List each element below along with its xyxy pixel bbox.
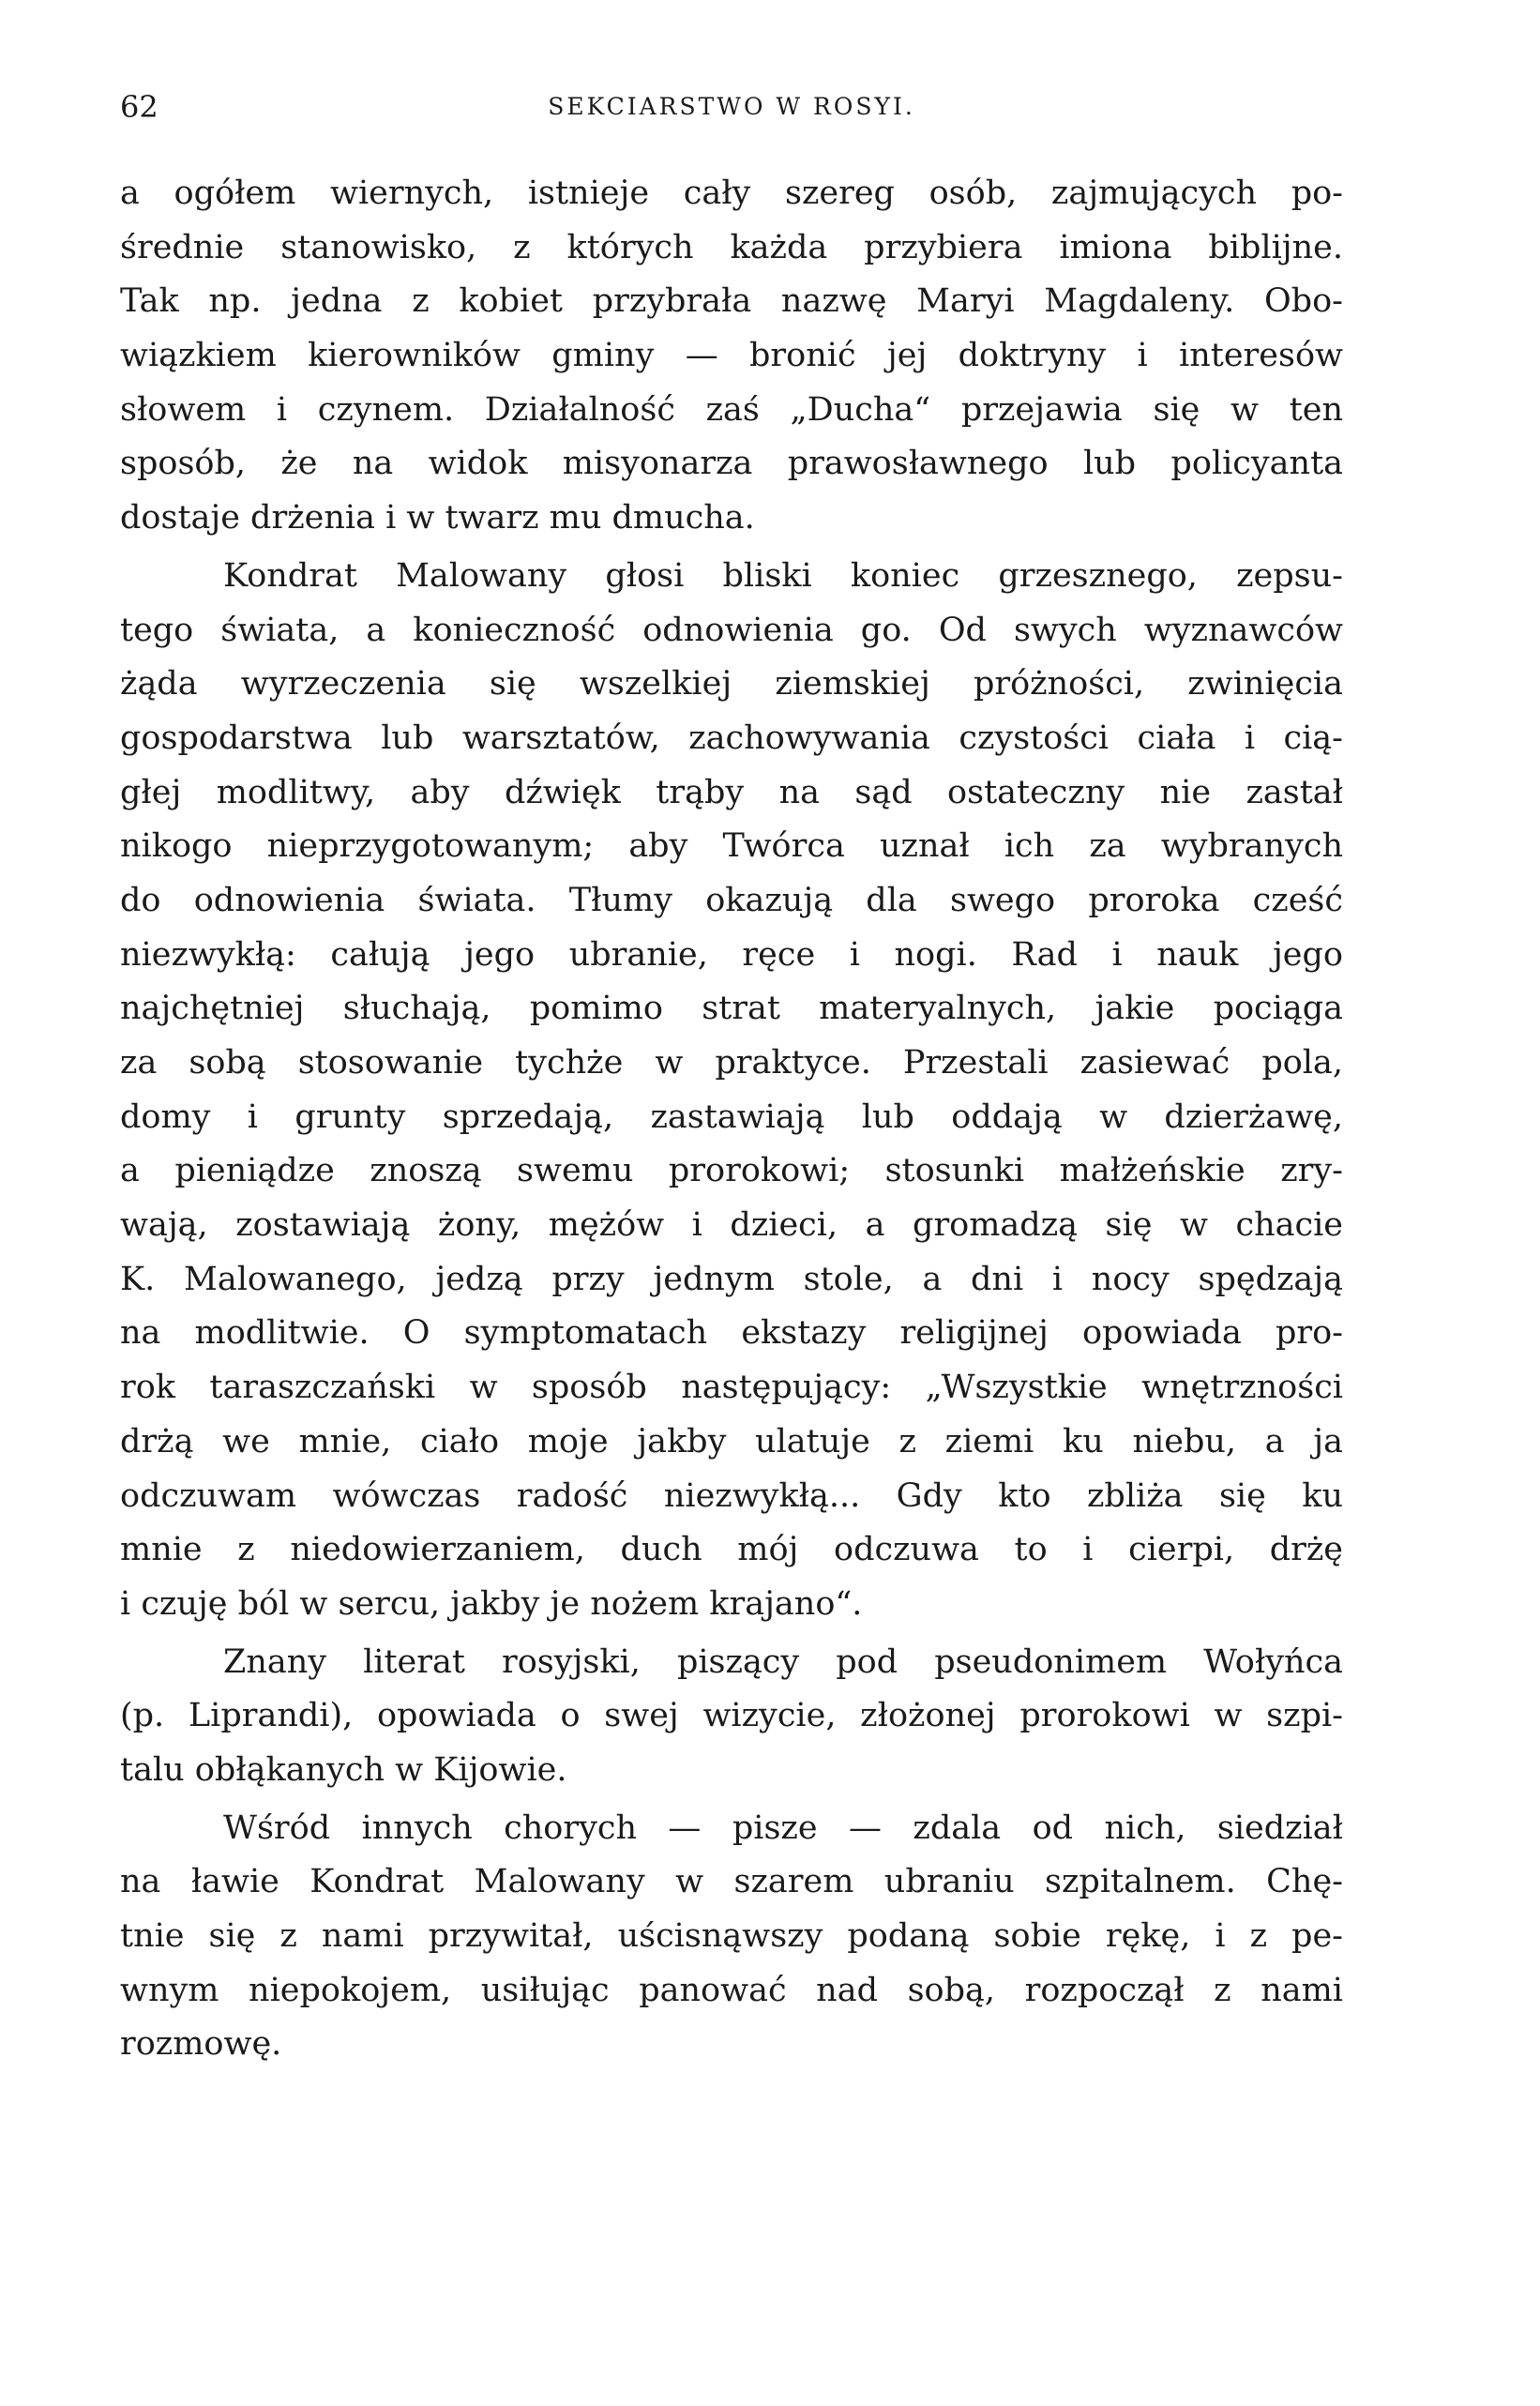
body-text [120, 167, 1343, 2072]
text-line: słowem i czynem. Działalność zaś „Ducha“ przejawia się w ten [120, 390, 1343, 429]
text-line: Wśród innych chorych — pisze — zdala od nich, siedział [223, 1808, 1343, 1847]
text-line: Tak np. jedna z kobiet przybrała nazwę Maryi Magdaleny. Obo- [120, 282, 1343, 321]
text-line: odczuwam wówczas radość niezwykłą... Gdy kto zbliża się ku [120, 1476, 1343, 1515]
text-line: domy i grunty sprzedają, zastawiają lub oddają w dzierżawę, [120, 1097, 1343, 1136]
paragraph [120, 1802, 1343, 2072]
running-title: SEKCIARSTWO W ROSYI. [548, 93, 915, 120]
text-line: nikogo nieprzygotowanym; aby Twórca uznał ich za wybranych [120, 827, 1343, 866]
text-line: wiązkiem kierowników gminy — bronić jej doktryny i interesów [120, 337, 1343, 375]
text-line: głej modlitwy, aby dźwięk trąby na sąd ostateczny nie zastał [120, 773, 1343, 811]
text-line: tego świata, a konieczność odnowienia go. Od swych wyznawców [120, 611, 1343, 649]
text-line: drżą we mnie, ciało moje jakby ulatuje z ziemi ku niebu, a ja [120, 1422, 1343, 1460]
text-line: na ławie Kondrat Malowany w szarem ubraniu szpitalnem. Chę- [120, 1863, 1343, 1901]
text-line: niezwykłą: całują jego ubranie, ręce i nogi. Rad i nauk jego [120, 935, 1343, 974]
text-line: (p. Liprandi), opowiada o swej wizycie, złożonej prorokowi w szpi- [120, 1697, 1343, 1735]
text-line: i czuję ból w sercu, jakby je nożem krajano“. [120, 1584, 863, 1623]
text-line: Kondrat Malowany głosi bliski koniec grzesznego, zepsu- [223, 556, 1343, 595]
text-line: dostaje drżenia i w twarz mu dmucha. [120, 499, 755, 537]
text-line: gospodarstwa lub warsztatów, zachowywania czystości ciała i cią- [120, 719, 1343, 757]
text-line: K. Malowanego, jedzą przy jednym stole, a dni i nocy spędzają [120, 1260, 1343, 1298]
text-line: najchętniej słuchają, pomimo strat materyalnych, jakie pociąga [120, 990, 1343, 1028]
text-line: do odnowienia świata. Tłumy okazują dla swego proroka cześć [120, 881, 1343, 919]
text-line: a ogółem wiernych, istnieje cały szereg osób, zajmujących po- [120, 174, 1343, 212]
page-header [120, 88, 1343, 126]
text-line: sposób, że na widok misyonarza prawosławnego lub policyanta [120, 445, 1343, 483]
paragraph [120, 1636, 1343, 1798]
text-line: mnie z niedowierzaniem, duch mój odczuwa to i cierpi, drżę [120, 1531, 1343, 1569]
text-line: żąda wyrzeczenia się wszelkiej ziemskiej próżności, zwinięcia [120, 665, 1343, 704]
text-line: rok taraszczański w sposób następujący: „Wszystkie wnętrzności [120, 1369, 1343, 1407]
text-line: wają, zostawiają żony, mężów i dzieci, a gromadzą się w chacie [120, 1206, 1343, 1245]
text-line: Znany literat rosyjski, piszący pod pseudonimem Wołyńca [223, 1642, 1343, 1681]
paragraph [120, 167, 1343, 546]
paragraph [120, 550, 1343, 1632]
text-line: wnym niepokojem, usiłując panować nad sobą, rozpoczął z nami [120, 1971, 1343, 2009]
text-line: tnie się z nami przywitał, uścisnąwszy podaną sobie rękę, i z pe- [120, 1917, 1343, 1955]
text-line: talu obłąkanych w Kijowie. [120, 1750, 567, 1789]
page-number: 62 [120, 89, 159, 125]
text-line: rozmowę. [120, 2025, 282, 2064]
text-line: a pieniądze znoszą swemu prorokowi; stosunki małżeńskie zry- [120, 1152, 1343, 1190]
text-line: średnie stanowisko, z których każda przybiera imiona biblijne. [120, 228, 1343, 266]
text-line: na modlitwie. O symptomatach ekstazy religijnej opowiada pro- [120, 1314, 1343, 1353]
text-line: za sobą stosowanie tychże w praktyce. Przestali zasiewać pola, [120, 1044, 1343, 1082]
